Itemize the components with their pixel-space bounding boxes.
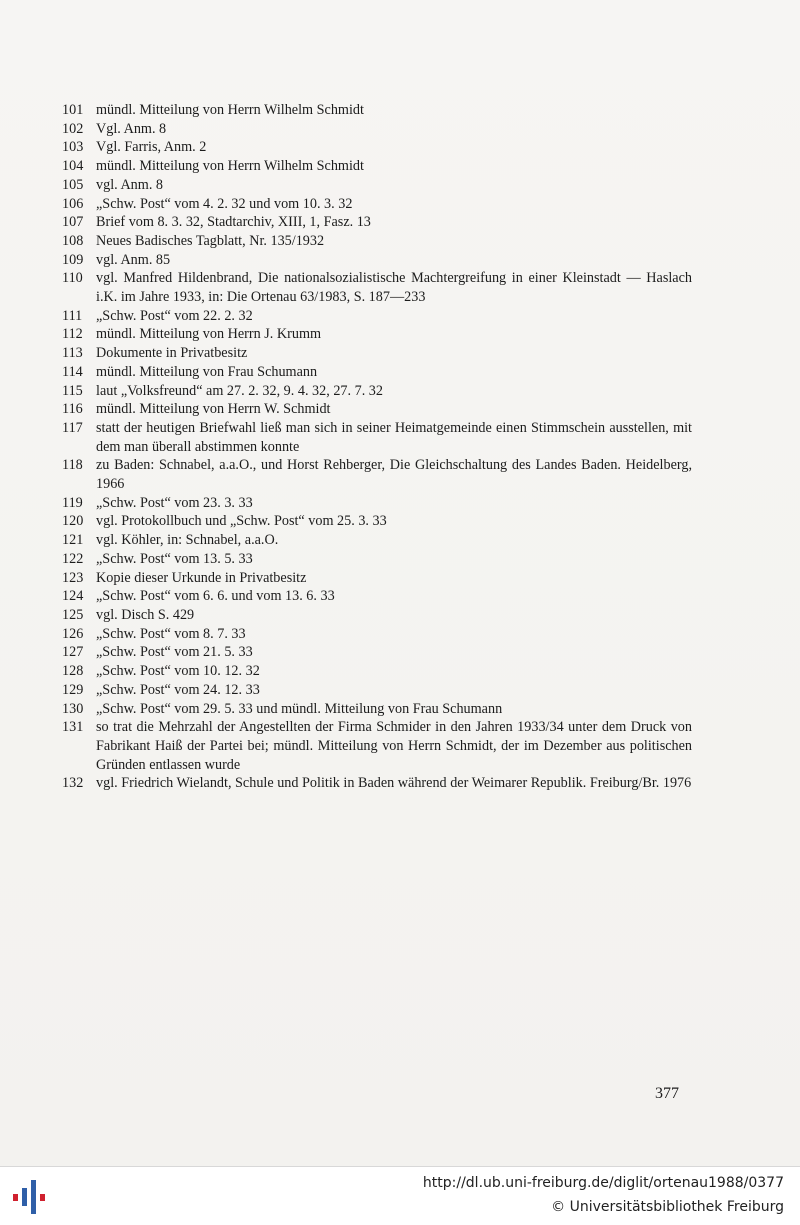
footnote-text: vgl. Protokollbuch und „Schw. Post“ vom 25. 3. 33 [96,513,387,530]
footnote-number: 114 [62,363,83,380]
footnote-text: mündl. Mitteilung von Herrn J. Krumm [96,326,322,343]
footnote-item [62,774,692,793]
footnote-number: 119 [62,494,83,511]
footnote-text: Vgl. Anm. 8 [96,120,167,137]
footnote-item [62,681,692,700]
footnote-item [62,101,692,120]
footnote-item [62,550,692,569]
footnote-number: 118 [62,457,83,474]
footnote-item [62,400,692,419]
footnote-text: Kopie dieser Urkunde in Privatbesitz [96,569,307,586]
footnote-number: 123 [62,569,84,586]
footnote-number: 102 [62,120,84,137]
footnote-number: 103 [62,139,84,156]
footnote-item [62,195,692,214]
permalink-url[interactable]: http://dl.ub.uni-freiburg.de/diglit/ortenau1988/0377 [422,1175,784,1191]
footnote-number: 121 [62,532,84,549]
footnote-text: „Schw. Post“ vom 4. 2. 32 und vom 10. 3. 32 [96,195,353,212]
footnote-text: „Schw. Post“ vom 8. 7. 33 [96,625,246,642]
footnote-item [62,662,692,681]
footnote-item [62,138,692,157]
footnote-text: so trat die Mehrzahl der Angestellten der Firma Schmider in den Jahren 1933/34 unter dem Druck von Fabrikant Haiß der Partei bei; mündl. Mitteilung von Herrn Schmidt, der im Dezember aus politischen Gründen entlassen wurde [96,719,692,773]
footnote-item [62,213,692,232]
footnote-text: laut „Volksfreund“ am 27. 2. 32, 9. 4. 32, 27. 7. 32 [96,382,383,399]
footnote-number: 101 [62,102,84,118]
footnote-number: 128 [62,663,84,680]
footnote-number: 127 [62,644,84,661]
footnote-item [62,700,692,719]
footnote-text: „Schw. Post“ vom 6. 6. und vom 13. 6. 33 [96,588,335,605]
footnote-text: Brief vom 8. 3. 32, Stadtarchiv, XIII, 1, Fasz. 13 [96,214,371,231]
page-number: 377 [655,1085,679,1102]
footnote-text: vgl. Disch S. 429 [96,606,195,623]
footnote-text: „Schw. Post“ vom 21. 5. 33 [96,644,253,661]
footnote-text: „Schw. Post“ vom 24. 12. 33 [96,681,260,698]
copyright-text: © Universitätsbibliothek Freiburg [551,1199,784,1215]
footnote-item [62,531,692,550]
viewer-footer [0,1166,800,1225]
footnote-item [62,512,692,531]
footnote-number: 130 [62,700,84,717]
footnote-item [62,419,692,456]
footnote-item [62,718,692,774]
footnote-item [62,382,692,401]
footnote-number: 109 [62,251,84,268]
footnote-text: vgl. Anm. 8 [96,176,164,193]
footnote-number: 108 [62,232,84,249]
footnote-text: „Schw. Post“ vom 22. 2. 32 [96,307,253,324]
footnote-text: „Schw. Post“ vom 23. 3. 33 [96,494,253,511]
footnote-number: 131 [62,719,84,736]
footnote-number: 122 [62,550,84,567]
footnote-number: 111 [62,307,83,324]
footnote-text: statt der heutigen Briefwahl ließ man sich in seiner Heimatgemeinde einen Stimmschein ausstellen, mit dem man überall abstimmen konnte [96,419,692,455]
footnote-number: 132 [62,775,84,792]
footnote-text: „Schw. Post“ vom 29. 5. 33 und mündl. Mitteilung von Frau Schumann [96,700,503,717]
footnote-text: mündl. Mitteilung von Herrn Wilhelm Schmidt [96,158,364,175]
footnote-number: 117 [62,419,83,436]
footnote-number: 110 [62,270,83,287]
footnote-item [62,344,692,363]
footnote-item [62,325,692,344]
footnote-text: vgl. Anm. 85 [96,251,171,268]
footnotes-list [62,101,692,793]
footnote-text: zu Baden: Schnabel, a.a.O., und Horst Rehberger, Die Gleichschaltung des Landes Baden. Heidelberg, 1966 [96,457,692,493]
footnote-item [62,494,692,513]
footnote-item [62,569,692,588]
footnote-text: Vgl. Farris, Anm. 2 [96,139,207,156]
footnote-text: Dokumente in Privatbesitz [96,345,248,362]
footnote-item [62,587,692,606]
footnote-item [62,643,692,662]
footnote-number: 112 [62,326,83,343]
footnote-number: 116 [62,401,83,418]
footnote-number: 106 [62,195,84,212]
footnote-number: 124 [62,588,84,605]
footnote-text: mündl. Mitteilung von Herrn Wilhelm Schmidt [96,102,364,118]
footnote-item [62,251,692,270]
footnote-text: Neues Badisches Tagblatt, Nr. 135/1932 [96,232,325,249]
footnote-text: „Schw. Post“ vom 13. 5. 33 [96,550,253,567]
footnote-text: vgl. Friedrich Wielandt, Schule und Politik in Baden während der Weimarer Republik. Freiburg/Br. 1976 [96,775,692,792]
footnote-number: 115 [62,382,83,399]
footnote-number: 105 [62,176,84,193]
footnote-item [62,120,692,139]
ub-freiburg-logo-icon [8,1178,52,1216]
footnote-number: 120 [62,513,84,530]
footnote-number: 129 [62,681,84,698]
footnote-text: vgl. Köhler, in: Schnabel, a.a.O. [96,532,279,549]
footnote-text: mündl. Mitteilung von Herrn W. Schmidt [96,401,331,418]
footnote-number: 104 [62,158,84,175]
footnote-item [62,307,692,326]
footnote-item [62,456,692,493]
footnote-number: 125 [62,606,84,623]
footnote-text: mündl. Mitteilung von Frau Schumann [96,363,318,380]
footnote-number: 113 [62,345,83,362]
footnote-item [62,232,692,251]
footnote-text: vgl. Manfred Hildenbrand, Die nationalsozialistische Machtergreifung in einer Kleinstadt — Haslach i.K. im Jahre 1933, in: Die Ortenau 63/1983, S. 187—233 [96,270,692,306]
footnote-item [62,625,692,644]
footnote-item [62,363,692,382]
footnote-item [62,606,692,625]
footnote-item [62,176,692,195]
footnote-number: 126 [62,625,84,642]
footnote-text: „Schw. Post“ vom 10. 12. 32 [96,663,260,680]
footnote-item [62,157,692,176]
footnote-item [62,269,692,306]
footnote-number: 107 [62,214,84,231]
